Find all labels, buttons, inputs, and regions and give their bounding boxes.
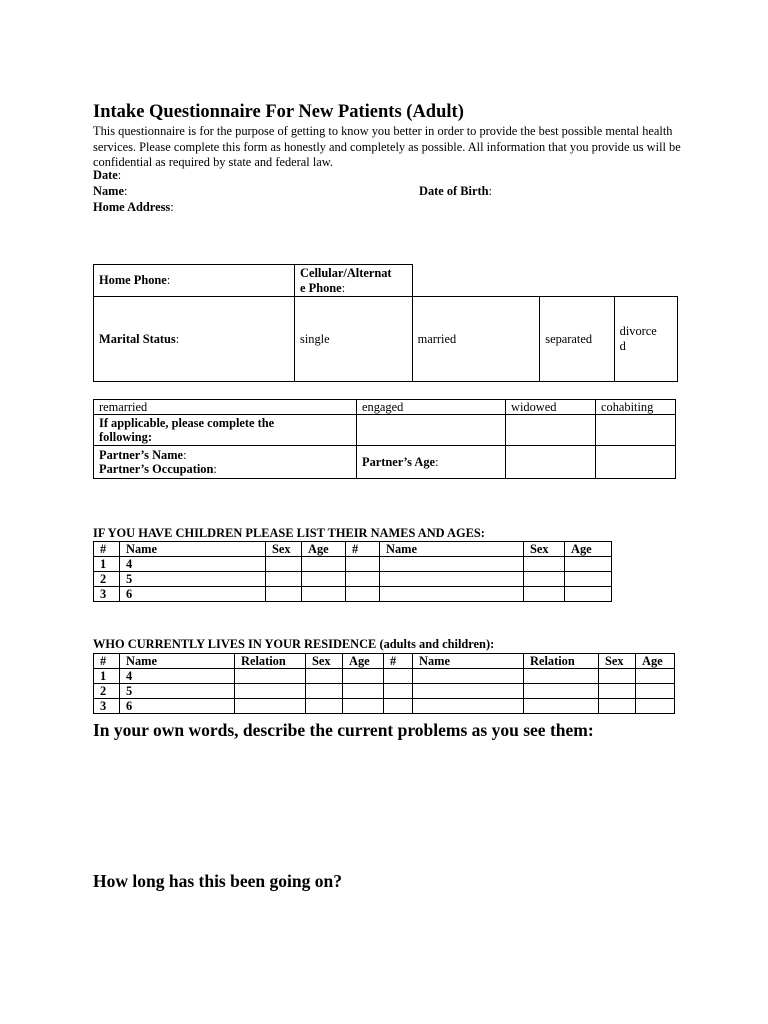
form-title: Intake Questionnaire For New Patients (Adult) — [93, 102, 464, 122]
home-phone-cell[interactable]: Home Phone: — [94, 265, 295, 297]
marital-status-label: Marital Status: — [94, 297, 295, 382]
col-header: Name — [380, 542, 524, 557]
col-header: # — [384, 654, 413, 669]
table-row: 1 4 — [94, 557, 612, 572]
col-header: Name — [120, 542, 266, 557]
partner-name-occupation[interactable]: Partner’s Name: Partner’s Occupation: — [94, 446, 357, 479]
marital-option-widowed[interactable]: widowed — [506, 400, 596, 415]
table-row: 2 5 — [94, 684, 675, 699]
if-applicable-label: If applicable, please complete the following: — [94, 415, 357, 446]
date-field[interactable]: Date: — [93, 168, 122, 182]
col-header: Sex — [599, 654, 636, 669]
col-header: Relation — [235, 654, 306, 669]
partner-age-blank-2[interactable] — [596, 446, 676, 479]
col-header: # — [94, 542, 120, 557]
col-header: Age — [343, 654, 384, 669]
col-header: # — [94, 654, 120, 669]
col-header: Age — [302, 542, 346, 557]
col-header: Age — [636, 654, 675, 669]
marital-option-single[interactable]: single — [295, 297, 413, 382]
current-problems-question: In your own words, describe the current problems as you see them: — [93, 720, 594, 740]
dob-label: Date of Birth — [419, 184, 489, 198]
partner-table — [93, 399, 676, 479]
residence-table — [93, 653, 675, 714]
table-row: 3 6 — [94, 699, 675, 714]
col-header: Name — [120, 654, 235, 669]
table-row: 2 5 — [94, 572, 612, 587]
intro-paragraph: This questionnaire is for the purpose of getting to know you better in order to provide the best possible mental health services. Please complete this form as honestly and completely as possible. All information that you provide us will be confidential as required by state and federal law. — [93, 124, 681, 169]
col-header: Name — [413, 654, 524, 669]
cell-phone-cell[interactable]: Cellular/Alternat e Phone: — [295, 265, 413, 297]
marital-option-cohabiting[interactable]: cohabiting — [596, 400, 676, 415]
name-field[interactable]: Name: — [93, 184, 128, 198]
duration-question: How long has this been going on? — [93, 871, 342, 891]
dob-field[interactable]: Date of Birth: — [419, 184, 492, 198]
date-label: Date — [93, 168, 118, 182]
col-header: # — [346, 542, 380, 557]
table-row: 1 4 — [94, 669, 675, 684]
marital-option-divorced[interactable]: divorce d — [614, 297, 677, 382]
residence-heading: WHO CURRENTLY LIVES IN YOUR RESIDENCE (adults and children): — [93, 637, 495, 651]
col-header: Sex — [524, 542, 565, 557]
contact-table — [93, 264, 678, 382]
marital-option-remarried[interactable]: remarried — [94, 400, 357, 415]
marital-option-separated[interactable]: separated — [540, 297, 614, 382]
partner-blank-3[interactable] — [596, 415, 676, 446]
marital-option-engaged[interactable]: engaged — [357, 400, 506, 415]
col-header: Relation — [524, 654, 599, 669]
partner-age-blank-1[interactable] — [506, 446, 596, 479]
col-header: Sex — [306, 654, 343, 669]
children-heading: IF YOU HAVE CHILDREN PLEASE LIST THEIR NAMES AND AGES: — [93, 526, 485, 540]
partner-blank-1[interactable] — [357, 415, 506, 446]
marital-option-married[interactable]: married — [412, 297, 540, 382]
col-header: Age — [565, 542, 612, 557]
partner-age-label[interactable]: Partner’s Age: — [357, 446, 506, 479]
children-table — [93, 541, 612, 602]
name-label: Name — [93, 184, 124, 198]
partner-blank-2[interactable] — [506, 415, 596, 446]
table-row: 3 6 — [94, 587, 612, 602]
address-field[interactable]: Home Address: — [93, 200, 174, 214]
col-header: Sex — [266, 542, 302, 557]
address-label: Home Address — [93, 200, 171, 214]
